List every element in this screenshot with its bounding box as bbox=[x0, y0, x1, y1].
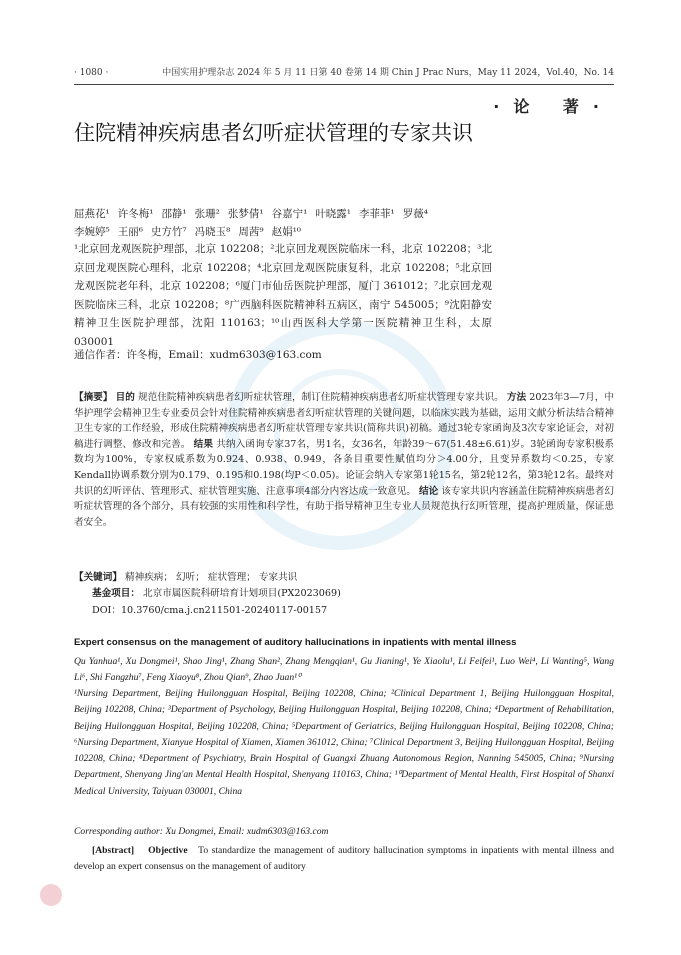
affiliations: ¹北京回龙观医院护理部，北京 102208；²北京回龙观医院临床一科，北京 102208；³北京回龙观医院心理科，北京 102208；⁴北京回龙观医院康复科，北京 102208；⁵北京回龙观医院老年科，北京 102208；⁶厦门市仙岳医院护理部，厦门 361012；⁷北京回龙观医院临床三科，北京 102208；⁸广西脑科医院精神科五病区，南宁 545005；⁹沈阳静安精神卫生医院护理部，沈阳 110163；¹⁰山西医科大学第一医院精神卫生科，太原 030001 bbox=[74, 243, 492, 348]
english-corresponding: Corresponding author: Xu Dongmei, Email: xudm6303@163.com bbox=[74, 826, 329, 837]
english-abstract-label: [Abstract] bbox=[92, 845, 135, 856]
author-name: 邵静¹ bbox=[161, 208, 187, 220]
journal-info: 中国实用护理杂志 2024 年 5 月 11 日第 40 卷第 14 期 Chin J Prac Nurs，May 11 2024，Vol.40，No. 14 bbox=[162, 68, 614, 78]
header-rule bbox=[74, 84, 614, 85]
author-name: 张珊² bbox=[194, 208, 220, 220]
publisher-seal-icon bbox=[40, 884, 62, 906]
fund-text: 北京市属医院科研培育计划项目(PX2023069) bbox=[143, 588, 341, 599]
author-name: 冯晓玉⁸ bbox=[194, 226, 231, 238]
objective-text: 规范住院精神疾病患者幻听症状管理，制订住院精神疾病患者幻听症状管理专家共识。 bbox=[137, 392, 504, 403]
author-name: 张梦倩¹ bbox=[227, 208, 264, 220]
author-list bbox=[74, 205, 614, 241]
author-name: 李婉婷⁵ bbox=[74, 226, 110, 238]
author-name: 屈燕花¹ bbox=[74, 208, 110, 220]
objective-label: 目的 bbox=[115, 392, 135, 403]
article-title: 住院精神疾病患者幻听症状管理的专家共识 bbox=[74, 121, 473, 145]
author-name: 叶晓露¹ bbox=[315, 208, 352, 220]
results-label: 结果 bbox=[193, 438, 214, 450]
methods-label: 方法 bbox=[506, 392, 527, 403]
english-abstract bbox=[74, 843, 614, 875]
author-name: 罗薇⁴ bbox=[402, 208, 428, 220]
author-name: 李菲菲¹ bbox=[359, 208, 395, 220]
publisher-watermark bbox=[40, 882, 70, 908]
methods-text: 2023年3—7月，中华护理学会精神卫生专业委员会针对住院精神疾病患者幻听症状管理的关键问题，以临床实践为基础，运用文献分析法结合精神卫生专家的工作经验，形成住院精神疾病患者幻听症状管理专家共识(简称共识)初稿。通过3轮专家函询及3次专家论证会，对初稿进行调整、修改和完善。 bbox=[74, 392, 615, 450]
english-objective-text: To standardize the management of auditory hallucination symptoms in inpatients with mental illness and develop an expert consensus on the management of auditory bbox=[74, 845, 615, 872]
english-title: Expert consensus on the management of auditory hallucinations in inpatients with mental illness bbox=[74, 637, 517, 648]
keywords-text: 精神疾病； 幻听； 症状管理； 专家共识 bbox=[125, 572, 298, 583]
fund-info bbox=[92, 586, 341, 601]
keywords bbox=[74, 570, 614, 585]
english-affiliations: ¹Nursing Department, Beijing Huilongguan Hospital, Beijing 102208, China; ²Clinical Department 1, Beijing Huilongguan Hospital, Beijing 102208, China; ³Department of Psychology, Beijing Huilongguan Hospital, Beijing 102208, China; ⁴Department of Rehabilitation, Beijing Huilongguan Hospital, Beijing 102208, China; ⁵Department of Geriatrics, Beijing Huilongguan Hospital, Beijing 102208, China; ⁶Nursing Department, Xianyue Hospital of Xiamen, Xiamen 361012, China; ⁷Clinical Department 3, Beijing Huilongguan Hospital, Beijing 102208, China; ⁸Department of Psychiatry, Brain Hospital of Guangxi Zhuang Autonomous Region, Nanning 545005, China; ⁹Nursing Department, Shenyang Jing'an Mental Health Hospital, Shenyang 110163, China; ¹⁰Department of Mental Health, First Hospital of Shanxi Medical University, Taiyuan 030001, China bbox=[74, 688, 614, 797]
page-number: · 1080 · bbox=[74, 68, 109, 78]
english-objective-label: Objective bbox=[148, 845, 188, 856]
english-authors: Qu Yanhua¹, Xu Dongmei¹, Shao Jing¹, Zhang Shan², Zhang Mengqian¹, Gu Jianing¹, Ye Xiaolu¹, Li Feifei¹, Luo Wei⁴, Li Wanting⁵, Wang Li⁶, Shi Fangzhu⁷, Feng Xiaoyu⁸, Zhou Qian⁹, Zhao Juan¹⁰ bbox=[74, 656, 614, 683]
section-tag: ·论 著· bbox=[493, 97, 613, 116]
abstract-label: 【摘要】 bbox=[74, 392, 113, 403]
author-name: 许冬梅¹ bbox=[117, 208, 154, 220]
author-name: 谷嘉宁¹ bbox=[271, 208, 308, 220]
corresponding-author: 通信作者：许冬梅，Email：xudm6303@163.com bbox=[74, 349, 322, 361]
author-name: 赵娟¹⁰ bbox=[271, 226, 302, 238]
chinese-abstract bbox=[74, 390, 614, 530]
conclusion-text: 该专家共识内容涵盖住院精神疾病患者幻听症状管理的各个部分，具有较强的实用性和科学性，有助于指导精神卫生专业人员规范执行幻听管理，提高护理质量，保证患者安全。 bbox=[74, 485, 615, 528]
author-name: 周茜⁹ bbox=[238, 226, 264, 238]
author-name: 王丽⁶ bbox=[117, 226, 143, 238]
author-name: 史方竹⁷ bbox=[150, 226, 187, 238]
keywords-label: 【关键词】 bbox=[74, 572, 122, 583]
conclusion-label: 结论 bbox=[419, 485, 439, 497]
doi: DOI：10.3760/cma.j.cn211501-20240117-00157 bbox=[92, 605, 328, 616]
results-text: 共纳入函询专家37名，男1名，女36名，年龄39～67(51.48±6.61)岁。3轮函询专家积极系数均为100%，专家权威系数为0.924、0.938、0.949，各条目重要性赋值均分＞4.00分，且变异系数均＜0.25，专家Kendall协调系数分别为0.179、0.195和0.198(均P＜0.05)。论证会纳入专家第1轮15名，第2轮12名，第3轮12名。最终对共识的幻听评估、管理形式、症状管理实施、注意事项4部分内容达成一致意见。 bbox=[74, 438, 614, 497]
fund-label: 基金项目： bbox=[92, 588, 140, 599]
